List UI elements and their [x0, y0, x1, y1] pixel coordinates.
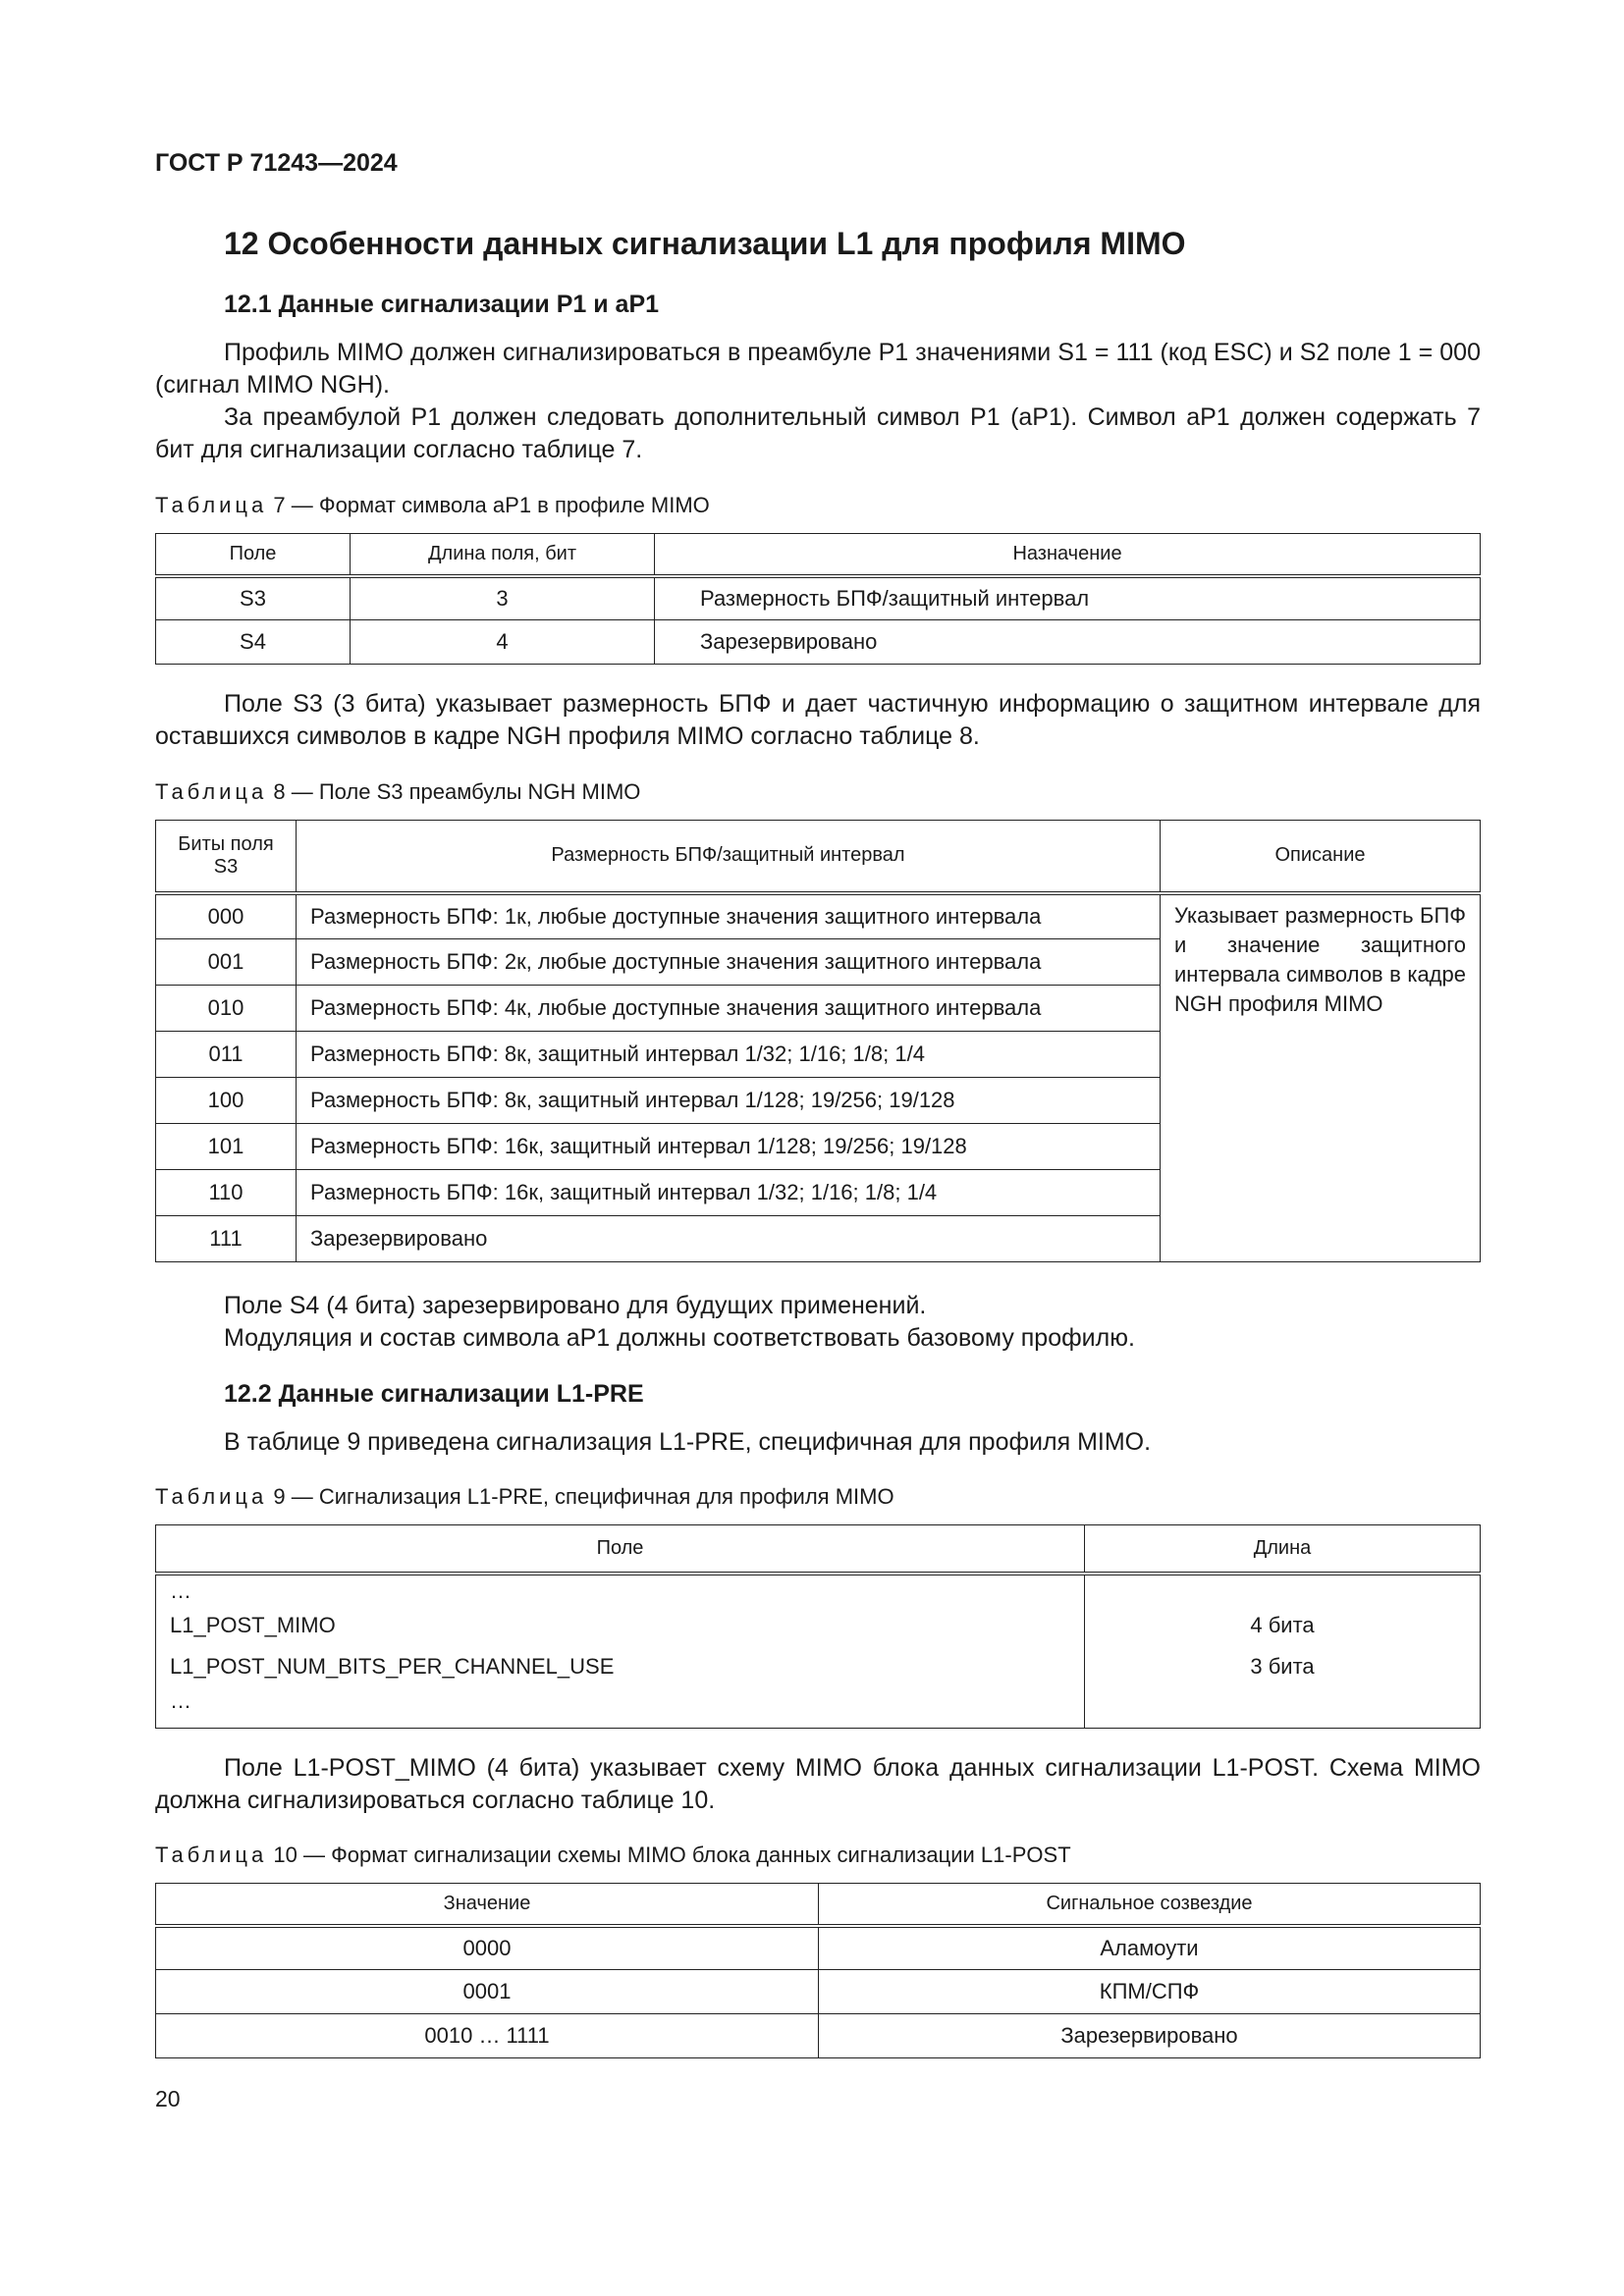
- paragraph-s3-field: [155, 688, 1481, 753]
- table-cell: 0000: [156, 1926, 819, 1970]
- table-9: [155, 1524, 1481, 1729]
- table-row: [156, 1970, 1481, 2014]
- table-cell: Зарезервировано: [819, 2014, 1481, 2058]
- table-cell: Размерность БПФ: 2к, любые доступные значения защитного интервала: [297, 939, 1161, 986]
- table-cell: КПМ/СПФ: [819, 1970, 1481, 2014]
- caption-prefix: Таблица: [155, 779, 268, 804]
- table-cell: 001: [156, 939, 297, 986]
- paragraph-text: Профиль MIMO должен сигнализироваться в преамбуле P1 значениями S1 = 111 (код ESC) и S2 поле 1 = 000 (сигнал MIMO NGH).: [155, 339, 1481, 399]
- table-header-row: [156, 1884, 1481, 1926]
- ellipsis-bottom: …: [170, 1687, 191, 1713]
- header-cell: Длина: [1085, 1525, 1481, 1574]
- ellipsis-top: …: [170, 1577, 191, 1603]
- table-cell: Размерность БПФ: 8к, защитный интервал 1/32; 1/16; 1/8; 1/4: [297, 1032, 1161, 1078]
- field-name: L1_POST_MIMO: [170, 1612, 336, 1637]
- table-cell: 111: [156, 1216, 297, 1262]
- table-cell: Зарезервировано: [655, 620, 1481, 665]
- subsection-title-12-1: 12.1 Данные сигнализации P1 и aP1: [224, 291, 660, 318]
- table-cell: 010: [156, 986, 297, 1032]
- paragraph-text: Поле L1-POST_MIMO (4 бита) указывает схему MIMO блока данных сигнализации L1-POST. Схема MIMO должна сигнализироваться согласно таблице 10.: [155, 1754, 1481, 1814]
- table-row: [156, 1926, 1481, 1970]
- table-cell: 110: [156, 1170, 297, 1216]
- paragraph-table9-intro: В таблице 9 приведена сигнализация L1-PRE, специфичная для профиля MIMO.: [224, 1428, 1152, 1456]
- table-10: [155, 1883, 1481, 2058]
- table-cell: 3: [351, 576, 655, 620]
- table-cell: Размерность БПФ: 8к, защитный интервал 1/128; 19/256; 19/128: [297, 1078, 1161, 1124]
- field-name: L1_POST_NUM_BITS_PER_CHANNEL_USE: [170, 1653, 615, 1679]
- caption-text: 7 — Формат символа aP1 в профиле MIMO: [273, 493, 710, 517]
- paragraph-mimo-profile: [155, 337, 1481, 401]
- table7-caption: [155, 493, 710, 518]
- table-8: [155, 820, 1481, 1262]
- table-cell: 011: [156, 1032, 297, 1078]
- header-cell: Длина поля, бит: [351, 534, 655, 576]
- table-cell: 0010 … 1111: [156, 2014, 819, 2058]
- length-cell: [1085, 1574, 1481, 1729]
- paragraph-text: За преамбулой P1 должен следовать дополнительный символ P1 (aP1). Символ aP1 должен содержать 7 бит для сигнализации согласно таблице 7.: [155, 403, 1481, 463]
- header-cell: Поле: [156, 1525, 1085, 1574]
- table-row: [156, 2014, 1481, 2058]
- subsection-title-12-2: 12.2 Данные сигнализации L1-PRE: [224, 1380, 644, 1408]
- table-cell: 101: [156, 1124, 297, 1170]
- page-number: 20: [155, 2086, 181, 2111]
- paragraph-text: Поле S3 (3 бита) указывает размерность БПФ и дает частичную информацию о защитном интервале для оставшихся символов в кадре NGH профиля MIMO согласно таблице 8.: [155, 690, 1481, 750]
- table-row: [156, 620, 1481, 665]
- paragraph-l1-post-mimo: [155, 1752, 1481, 1817]
- caption-prefix: Таблица: [155, 1842, 268, 1867]
- description-cell: Указывает размерность БПФ и значение защитного интервала символов в кадре NGH профиля MIMO: [1161, 893, 1481, 1262]
- table-7: [155, 533, 1481, 665]
- table-cell: Размерность БПФ: 4к, любые доступные значения защитного интервала: [297, 986, 1161, 1032]
- caption-text: 9 — Сигнализация L1-PRE, специфичная для профиля MIMO: [273, 1484, 894, 1509]
- header-cell: Сигнальное созвездие: [819, 1884, 1481, 1926]
- header-cell: Биты поля S3: [156, 821, 297, 893]
- table10-caption: [155, 1842, 1071, 1868]
- table-cell: Размерность БПФ: 16к, защитный интервал 1/32; 1/16; 1/8; 1/4: [297, 1170, 1161, 1216]
- table-cell: Зарезервировано: [297, 1216, 1161, 1262]
- table-cell: 0001: [156, 1970, 819, 2014]
- caption-prefix: Таблица: [155, 1484, 268, 1509]
- document-header: ГОСТ Р 71243—2024: [155, 149, 398, 177]
- header-cell: Размерность БПФ/защитный интервал: [297, 821, 1161, 893]
- table-cell: S3: [156, 576, 351, 620]
- table-cell: 4: [351, 620, 655, 665]
- paragraph-s4-field: Поле S4 (4 бита) зарезервировано для будущих применений.: [224, 1292, 927, 1319]
- table-row: [156, 576, 1481, 620]
- header-cell: Значение: [156, 1884, 819, 1926]
- field-cell: [156, 1574, 1085, 1729]
- field-length: 3 бита: [1250, 1653, 1315, 1679]
- table-header-row: [156, 534, 1481, 576]
- header-cell: Поле: [156, 534, 351, 576]
- header-cell: Описание: [1161, 821, 1481, 893]
- paragraph-ap1-symbol: [155, 401, 1481, 466]
- header-cell: Назначение: [655, 534, 1481, 576]
- table-row: [156, 1574, 1481, 1729]
- table-header-row: [156, 821, 1481, 893]
- table-row: [156, 893, 1481, 939]
- table-cell: S4: [156, 620, 351, 665]
- table-cell: Размерность БПФ: 1к, любые доступные значения защитного интервала: [297, 893, 1161, 939]
- table-cell: 100: [156, 1078, 297, 1124]
- caption-text: 10 — Формат сигнализации схемы MIMO блока данных сигнализации L1-POST: [273, 1842, 1071, 1867]
- paragraph-modulation: Модуляция и состав символа aP1 должны соответствовать базовому профилю.: [224, 1324, 1135, 1352]
- table-cell: Размерность БПФ/защитный интервал: [655, 576, 1481, 620]
- table9-caption: [155, 1484, 894, 1510]
- table-cell: 000: [156, 893, 297, 939]
- caption-prefix: Таблица: [155, 493, 268, 517]
- field-length: 4 бита: [1250, 1612, 1315, 1637]
- table-cell: Аламоути: [819, 1926, 1481, 1970]
- section-title: 12 Особенности данных сигнализации L1 для профиля MIMO: [224, 226, 1186, 261]
- caption-text: 8 — Поле S3 преамбулы NGH MIMO: [273, 779, 641, 804]
- table-cell: Размерность БПФ: 16к, защитный интервал 1/128; 19/256; 19/128: [297, 1124, 1161, 1170]
- table8-caption: [155, 779, 640, 805]
- table-header-row: [156, 1525, 1481, 1574]
